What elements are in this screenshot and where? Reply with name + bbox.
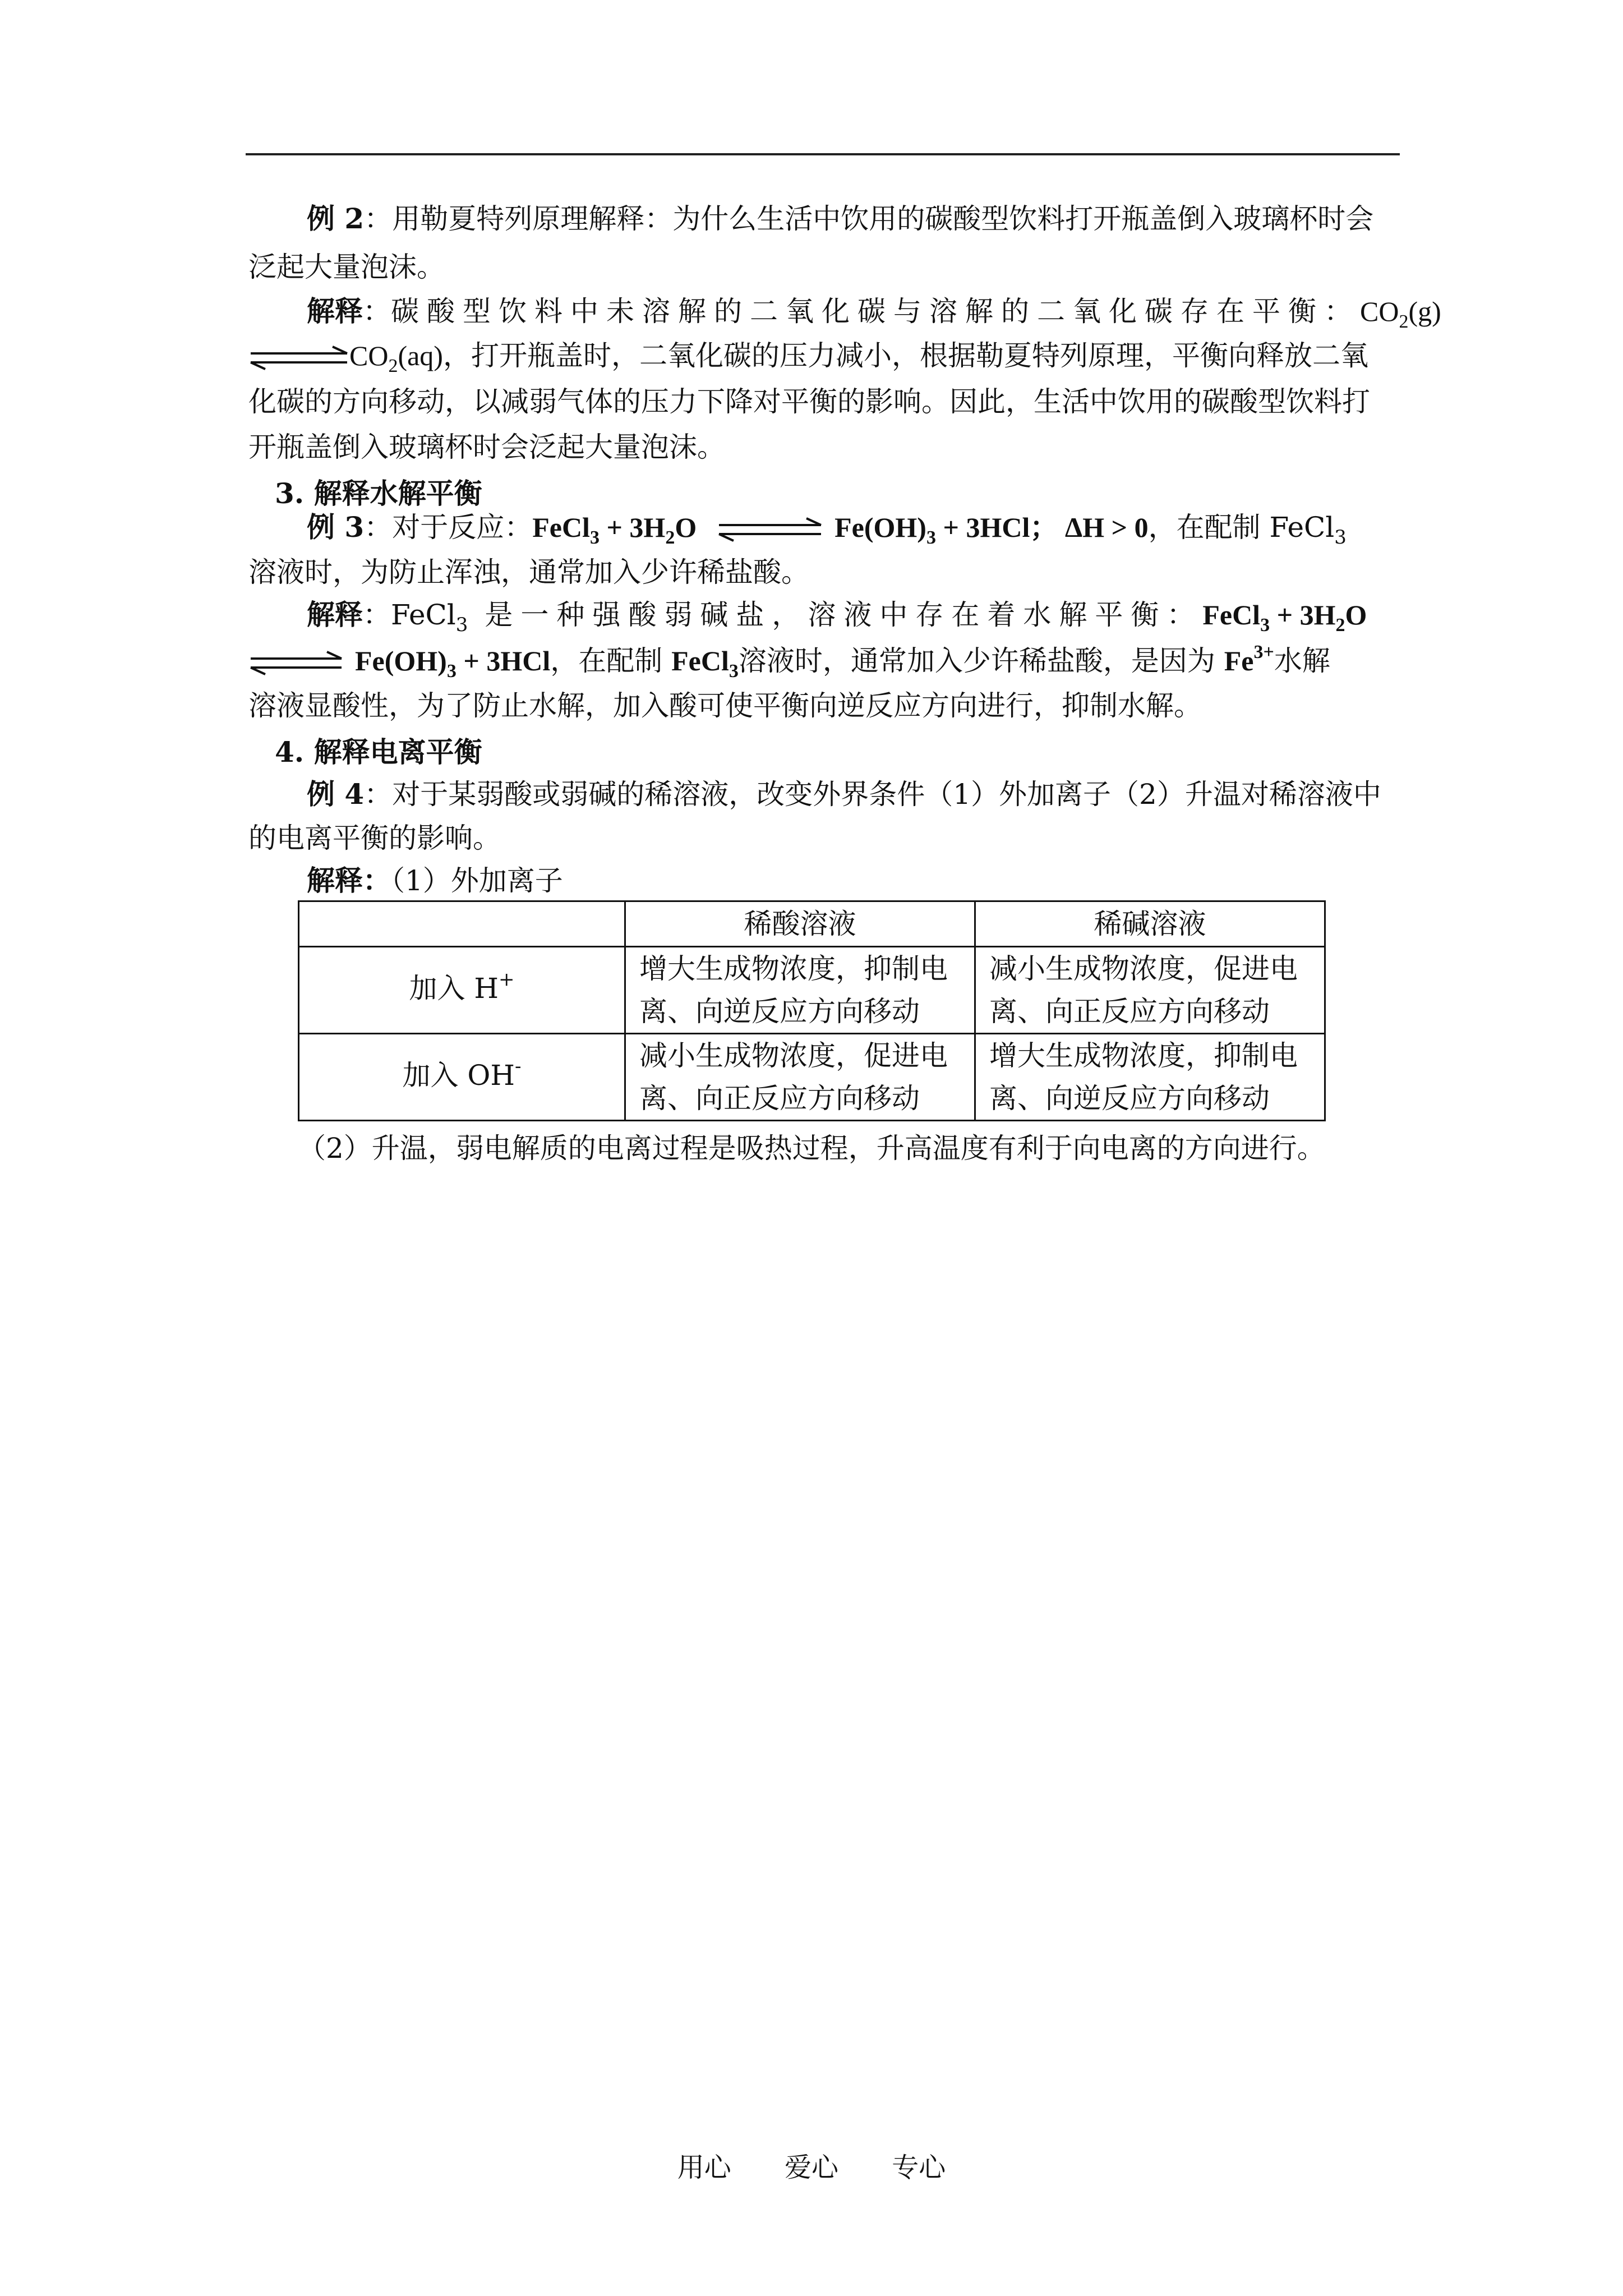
row-label: 加入 OH- [299,1034,625,1121]
ex4-answer-label: 解释： [307,864,391,897]
ex3-label: 例 3 [307,510,365,544]
table-header-row [299,901,1325,947]
ex2-answer-label: 解释 [307,295,363,328]
ex2-answer-line3: 化碳的方向移动，以减弱气体的压力下降对平衡的影响。因此，生活中饮用的碳酸型饮料打 [248,385,1370,418]
ex3-answer-label: 解释 [307,598,363,631]
equilibrium-arrow-icon [248,651,344,675]
header-rule [246,153,1400,155]
ex2-question-line1: 例 2：用勒夏特列原理解释：为什么生活中饮用的碳酸型饮料打开瓶盖倒入玻璃杯时会 [307,202,1374,235]
ex3-answer-line3: 溶液显酸性，为了防止水解，加入酸可使平衡向逆反应方向进行，抑制水解。 [248,689,1202,722]
table-header-cell [299,901,625,947]
ex4-question-line2: 的电离平衡的影响。 [248,822,501,854]
row-label: 加入 H+ [299,947,625,1034]
ex2-label: 例 2 [307,202,365,235]
equilibrium-arrow-icon [717,517,823,542]
table-row [299,947,1325,1034]
footer-text: 专心 [892,2152,946,2183]
section-3-title: 3. 解释水解平衡 [275,477,482,510]
table-cell: 减小生成物浓度，促进电 离、向正反应方向移动 [975,947,1325,1034]
ex3-question-line2: 溶液时，为防止浑浊，通常加入少许稀盐酸。 [248,556,809,588]
footer-text: 用心 [677,2152,731,2183]
page-footer [0,2146,1623,2184]
table-row [299,1034,1325,1121]
ex4-label: 例 4 [307,777,365,811]
ex4-answer-line2: （2）升温，弱电解质的电离过程是吸热过程，升高温度有利于向电离的方向进行。 [298,1132,1325,1165]
table-cell: 增大生成物浓度，抑制电 离、向逆反应方向移动 [975,1034,1325,1121]
ex4-answer-line1: 解释：（1）外加离子 [307,864,563,897]
equilibrium-arrow-icon [248,346,349,370]
footer-text: 爱心 [784,2152,838,2183]
ex4-question-line1: 例 4：对于某弱酸或弱碱的稀溶液，改变外界条件（1）外加离子（2）升温对稀溶液中 [307,777,1381,811]
table-cell: 增大生成物浓度，抑制电 离、向逆反应方向移动 [625,947,975,1034]
table-header-cell: 稀碱溶液 [975,901,1325,947]
ex2-answer-line1: 解释：碳酸型饮料中未溶解的二氧化碳与溶解的二氧化碳存在平衡：$CO_2(g)$ [307,295,1441,332]
table-header-cell: 稀酸溶液 [625,901,975,947]
ex2-question-line2: 泛起大量泡沫。 [248,251,445,283]
ex2-answer-line4: 开瓶盖倒入玻璃杯时会泛起大量泡沫。 [248,431,725,463]
ex3-question-line1: 例 3：对于反应：FeCl$_3$ + $3H_2O$ $Fe(OH)_3 + 3HCl$； ΔH > 0，在配制 FeCl$_3$ [307,510,1347,549]
ion-effect-table [298,900,1326,1121]
ex3-answer-line2: $Fe(OH)_3 + 3HCl$，在配制 FeCl$_3$溶液时，通常加入少许稀盐酸，是因为 $Fe^{3+}$水解 [248,638,1399,687]
table-cell: 减小生成物浓度，促进电 离、向正反应方向移动 [625,1034,975,1121]
ex3-answer-line1: 解释：FeCl$_3$ 是一种强酸弱碱盐，溶液中存在着水解平衡：FeCl$_3$ + $3H_2O$ [307,598,1367,636]
ex2-answer-line2: $CO_2(aq)$，打开瓶盖时，二氧化碳的压力减小，根据勒夏特列原理，平衡向释放二氧 [248,333,1399,382]
section-4-title: 4. 解释电离平衡 [275,735,482,769]
